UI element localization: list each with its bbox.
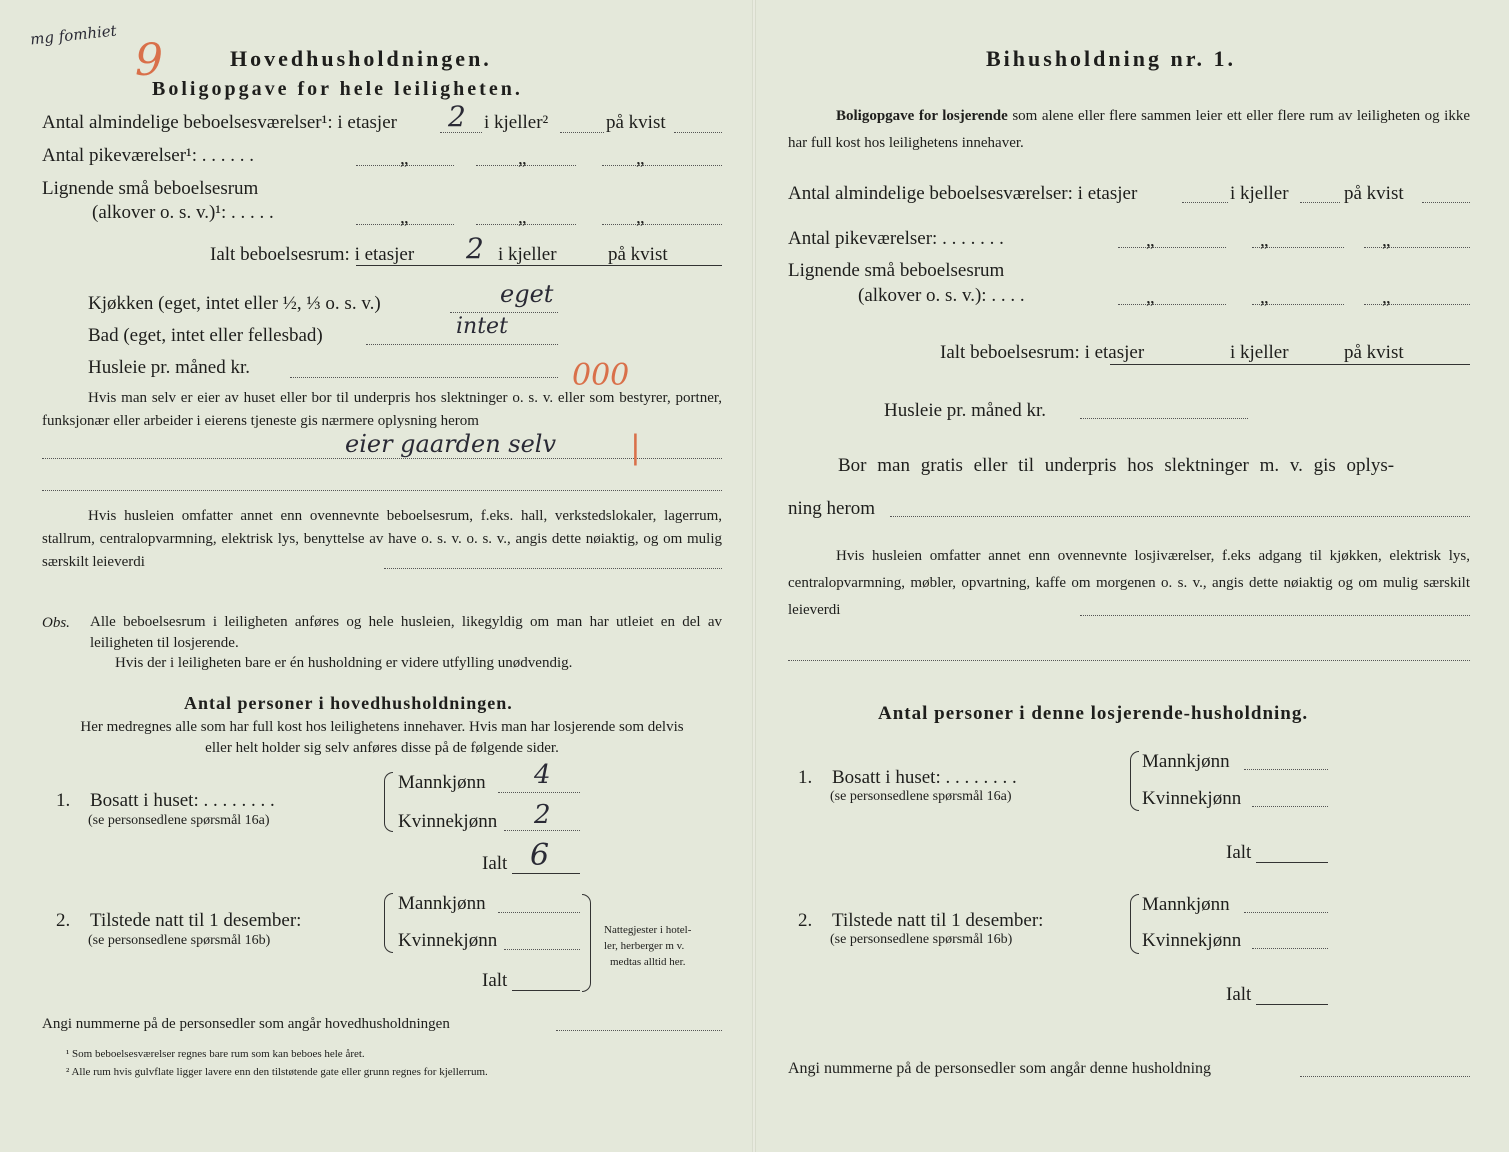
value-etasjer: 2 [448,100,466,133]
field-husleie[interactable] [290,377,558,378]
ditto-mark: „ [1382,287,1391,308]
bosatt-ialt-label: Ialt [1226,842,1252,863]
ditto-mark: „ [400,148,409,169]
field-bosatt-ialt[interactable] [1256,862,1328,863]
bosatt-label: Bosatt i huset: . . . . . . . . [90,790,275,811]
field-kjeller[interactable] [560,132,604,133]
field-angi[interactable] [1300,1076,1470,1077]
ialt-beboelsesrum-label: Ialt beboelsesrum: i etasjer [210,244,415,265]
page-number: 9 [135,35,163,86]
value-ialt-etasjer: 2 [466,232,484,265]
tilstede-ialt-label: Ialt [482,970,508,991]
ditto-mark: „ [518,148,527,169]
ditto-mark: „ [1260,230,1269,251]
ditto-mark: „ [636,207,645,228]
ditto-mark: „ [1382,230,1391,251]
antal-text: Her medregnes alle som har full kost hos leilighetens innehaver. Hvis man har losjerende som delvis eller helt holder sig selv anføres disse på de følgende sider. [80,719,684,756]
nattegjester-brace [582,894,591,992]
obs-text2: Hvis der i leiligheten bare er én husholdning er videre utfylling unødvendig. [115,655,573,671]
field-etasjer[interactable] [1182,202,1228,203]
field-eier-line2[interactable] [42,490,722,491]
intro-bold: Boligopgave for losjerende [836,108,1008,124]
ditto-mark: „ [636,148,645,169]
ditto-mark: „ [1146,287,1155,308]
field-gratis[interactable] [890,516,1470,517]
tilstede-mann-label: Mannkjønn [398,893,486,914]
ditto-mark: „ [1260,287,1269,308]
husleie-label: Husleie pr. måned kr. [88,357,250,378]
label-kvist: på kvist [1344,183,1404,204]
field-kjokken[interactable] [450,312,558,313]
ialt-kjeller-label: i kjeller [498,244,557,265]
value-kjokken: eget [500,280,554,308]
bosatt-mann-label: Mannkjønn [1142,751,1230,772]
field-eier-line1[interactable] [42,458,722,459]
antal-title: Antal personer i hovedhusholdningen. [184,693,513,713]
left-page-hovedhusholdning [0,0,754,1152]
bosatt-sub: (se personsedlene spørsmål 16a) [88,813,270,828]
field-omfatter-line2[interactable] [788,660,1470,661]
intro-text: som alene eller flere sammen leier ett eller flere rum av leiligheten og ikke har full kost hos leilighetens innehaver. [788,108,1470,151]
tilstede-sub: (se personsedlene spørsmål 16b) [88,933,271,948]
row-pikevaerelser-label: Antal pikeværelser¹: . . . . . . [42,145,255,166]
ditto-mark: „ [518,207,527,228]
gratis-text: Bor man gratis eller til underpris hos slektninger m. v. gis oplys- [838,455,1395,476]
tilstede-brace [1130,894,1139,954]
ialt-kjeller-label: i kjeller [1230,342,1289,363]
row-lignende-label: Lignende små beboelsesrum [42,178,259,199]
field-pike-kvist[interactable] [1364,247,1470,248]
footnote-1: ¹ Som beboelsesværelser regnes bare rum som kan beboes hele året. [66,1048,365,1060]
obs-label: Obs. [42,615,70,631]
nattegjester-line2: ler, herberger m v. [604,940,685,952]
husleie-label: Husleie pr. måned kr. [884,400,1046,421]
page-subtitle: Boligopgave for hele leiligheten. [152,78,523,100]
nattegjester-line1: Nattegjester i hotel- [604,924,692,936]
page-title: Bihusholdning nr. 1. [986,46,1236,71]
angi-text: Angi nummerne på de personsedler som angår denne husholdning [788,1060,1212,1077]
field-bosatt-mann[interactable] [498,792,580,793]
field-tilstede-ialt[interactable] [1256,1004,1328,1005]
field-bosatt-ialt[interactable] [512,873,580,874]
field-alkover-kvist[interactable] [1364,304,1470,305]
bosatt-mann-label: Mannkjønn [398,772,486,793]
row-pikevaerelser-label: Antal pikeværelser: . . . . . . . [788,228,1004,249]
kjokken-label: Kjøkken (eget, intet eller ½, ⅓ o. s. v.) [88,293,381,314]
footnote-2: ² Alle rum hvis gulvflate ligger lavere enn den tilstøtende gate eller grunn regnes for kjellerrum. [66,1066,488,1078]
label-kjeller: i kjeller [1230,183,1289,204]
field-kjeller[interactable] [1300,202,1340,203]
field-tilstede-kvinne[interactable] [504,949,580,950]
field-alkover-etasjer[interactable] [1118,304,1226,305]
right-page-bihusholdning [754,0,1509,1152]
tilstede-number: 2. [798,910,813,931]
value-bosatt-ialt: 6 [530,838,550,873]
bosatt-brace [384,772,393,832]
row-almindelige-label: Antal almindelige beboelsesværelser: i etasjer [788,183,1138,204]
gratis-text2: ning herom [788,498,876,519]
field-bad[interactable] [366,344,558,345]
field-bosatt-kvinne[interactable] [504,830,580,831]
field-kvist[interactable] [1422,202,1470,203]
field-tilstede-mann[interactable] [1244,912,1328,913]
bosatt-number: 1. [56,790,71,811]
ialt-underline [1110,364,1470,365]
omfatter-paragraph: Hvis husleien omfatter annet enn ovennevnte beboelsesrum, f.eks. hall, verkstedslokaler, lagerrum, stallrum, centralopvarmning, elektrisk lys, benyttelse av have o. s. v. o. s. v., angis dette nøiaktig, og om mulig særskilt leieverdi [42,508,722,570]
bosatt-brace [1130,751,1139,811]
omfatter-paragraph: Hvis husleien omfatter annet enn ovennevnte losjiværelser, f.eks adgang til kjøkken, elektrisk lys, centralopvarmning, møbler, opvartning, kaffe om morgenen o. s. v., angis dette nøiaktig og om mulig særskilt leieverdi [788,548,1470,618]
row-alkover-label: (alkover o. s. v.)¹: . . . . . [92,202,274,223]
margin-note: mg fomhiet [29,21,118,49]
tilstede-kvinne-label: Kvinnekjønn [398,930,498,951]
tilstede-label: Tilstede natt til 1 desember: [90,910,302,931]
bad-label: Bad (eget, intet eller fellesbad) [88,325,323,346]
label-kvist: på kvist [606,112,666,133]
bosatt-label: Bosatt i huset: . . . . . . . . [832,767,1017,788]
ditto-mark: „ [400,207,409,228]
value-bosatt-kvinne: 2 [534,800,551,830]
tilstede-number: 2. [56,910,71,931]
intro-paragraph [788,103,1470,157]
tilstede-mann-label: Mannkjønn [1142,894,1230,915]
field-husleie[interactable] [1080,418,1248,419]
antal-title: Antal personer i denne losjerende-husholdning. [878,703,1309,724]
bosatt-kvinne-label: Kvinnekjønn [398,811,498,832]
ialt-kvist-label: på kvist [1344,342,1404,363]
page-title: Hovedhusholdningen. [230,46,492,71]
bosatt-sub: (se personsedlene spørsmål 16a) [830,789,1012,804]
obs-text: Alle beboelsesrum i leiligheten anføres og hele husleien, likegyldig om man har utleiet en del av leiligheten til losjerende. [90,614,722,651]
nattegjester-line3: medtas alltid her. [610,956,686,968]
tilstede-kvinne-label: Kvinnekjønn [1142,930,1242,951]
ialt-beboelsesrum-label: Ialt beboelsesrum: i etasjer [940,342,1145,363]
bosatt-kvinne-label: Kvinnekjønn [1142,788,1242,809]
field-bosatt-kvinne[interactable] [1252,806,1328,807]
bosatt-ialt-label: Ialt [482,853,508,874]
value-bosatt-mann: 4 [534,760,551,790]
value-eier: eier gaarden selv [345,430,557,458]
tilstede-brace [384,893,393,953]
red-mark: | [630,428,641,466]
field-tilstede-kvinne[interactable] [1252,948,1328,949]
field-omfatter[interactable] [384,568,722,569]
angi-text: Angi nummerne på de personsedler som angår hovedhusholdningen [42,1016,450,1032]
ialt-kvist-label: på kvist [608,244,668,265]
field-angi[interactable] [556,1030,722,1031]
field-bosatt-mann[interactable] [1244,769,1328,770]
field-kvist[interactable] [674,132,722,133]
field-pike-kvist[interactable] [602,165,722,166]
value-husleie: 000 [572,358,630,393]
field-tilstede-ialt[interactable] [512,990,580,991]
field-pike-etasjer[interactable] [1118,247,1226,248]
tilstede-sub: (se personsedlene spørsmål 16b) [830,932,1013,947]
tilstede-ialt-label: Ialt [1226,984,1252,1005]
bosatt-number: 1. [798,767,813,788]
eier-paragraph: Hvis man selv er eier av huset eller bor til underpris hos slektninger o. s. v. eller som bestyrer, portner, funksjonær eller arbeider i eierens tjeneste gis nærmere oplysning herom [42,390,722,429]
field-omfatter[interactable] [1080,615,1470,616]
value-bad: intet [456,314,508,339]
field-tilstede-mann[interactable] [498,912,580,913]
label-kjeller: i kjeller² [484,112,549,133]
ditto-mark: „ [1146,230,1155,251]
row-alkover-label: (alkover o. s. v.): . . . . [858,285,1025,306]
row-lignende-label: Lignende små beboelsesrum [788,260,1005,281]
field-alkover-kvist[interactable] [602,224,722,225]
tilstede-label: Tilstede natt til 1 desember: [832,910,1044,931]
row-almindelige-label: Antal almindelige beboelsesværelser¹: i etasjer [42,112,397,133]
